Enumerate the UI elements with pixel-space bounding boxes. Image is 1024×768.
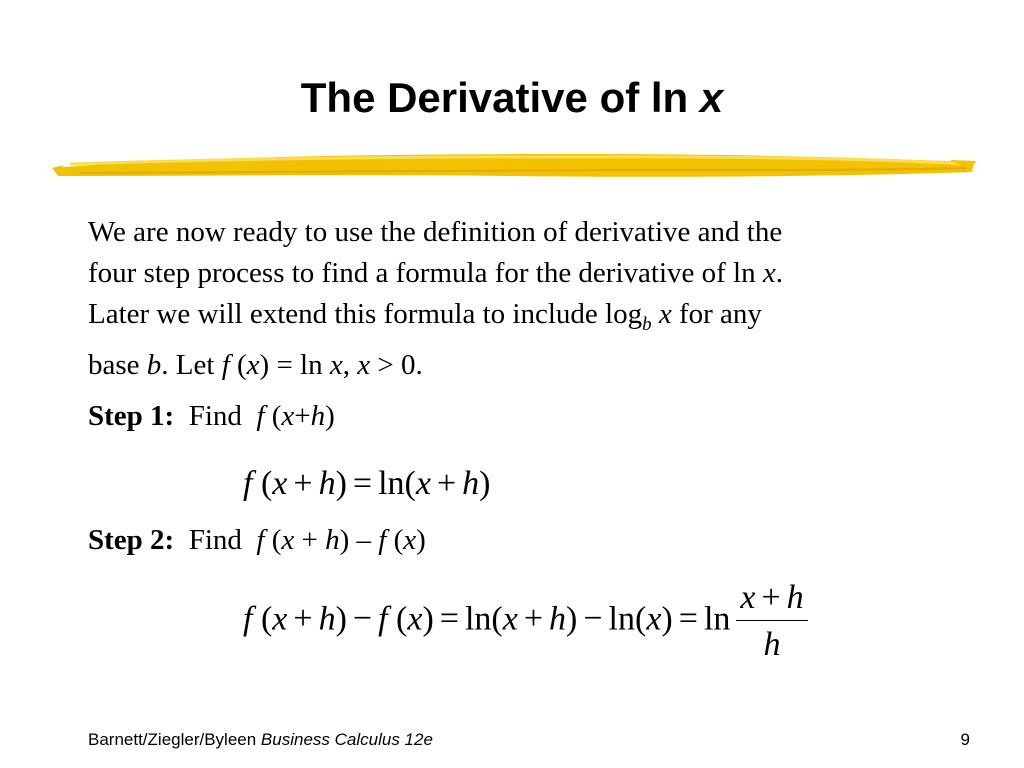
eq2-num-plus: +: [761, 579, 781, 616]
equation-1: [243, 464, 490, 504]
intro-text-3: Later we will extend this formula to include log: [88, 298, 643, 330]
eq2-denominator: h: [763, 626, 781, 663]
step-2-f2: f: [378, 524, 387, 556]
intro-var-x2: x: [329, 348, 343, 381]
step-1-f: f: [256, 400, 265, 432]
eq1-lparen: (: [252, 465, 273, 502]
step-2-p1: (: [264, 524, 282, 556]
eq2-minus2: −: [583, 600, 603, 638]
eq2-plus1: +: [293, 600, 313, 638]
intro-var-x-log: x: [658, 298, 672, 330]
step-1-plus: +: [294, 400, 311, 432]
step-1-x: x: [281, 400, 295, 432]
intro-text-4h: > 0.: [370, 348, 423, 381]
eq2-rp1: ): [335, 600, 347, 638]
eq2-x4: x: [646, 600, 662, 638]
intro-text-4a: base: [88, 348, 147, 381]
eq1-plus: +: [293, 465, 313, 502]
step-1-find: Find: [188, 400, 242, 432]
eq2-rp2: ): [422, 600, 434, 638]
footer-book-title: Business Calculus 12e: [260, 730, 433, 749]
title-text: The Derivative of ln: [300, 74, 700, 121]
step-2-p4: ): [416, 524, 426, 556]
eq2-x2: x: [407, 600, 423, 638]
eq2-rp4: ): [661, 600, 673, 638]
step-2-plus: +: [294, 524, 326, 556]
eq1-ln: ln(: [378, 465, 416, 502]
eq2-lp1: (: [252, 600, 273, 638]
eq2-f1: f: [243, 600, 253, 638]
yellow-brush-underline: [50, 146, 976, 186]
step-1-label: Step 1:: [88, 400, 175, 432]
eq2-x1: x: [272, 600, 288, 638]
intro-var-x1: x: [246, 348, 260, 381]
intro-line-1: [88, 212, 948, 253]
step-2-p3: (: [386, 524, 404, 556]
intro-text-2: four step process to find a formula for the derivative of ln: [88, 257, 763, 289]
intro-text-4g: ,: [342, 348, 358, 381]
eq1-rparen2: ): [479, 465, 491, 502]
eq1-x2: x: [415, 465, 431, 502]
intro-text-4d: (: [229, 348, 247, 381]
eq1-h: h: [318, 465, 336, 502]
footer-authors: Barnett/Ziegler/Byleen: [88, 730, 261, 749]
eq2-fraction: [736, 578, 807, 665]
eq1-h2: h: [462, 465, 480, 502]
page-number: 9: [960, 730, 970, 749]
eq2-h1: h: [318, 600, 336, 638]
eq2-eq2: =: [678, 600, 698, 638]
eq1-x: x: [272, 465, 288, 502]
intro-var-b: b: [146, 348, 162, 381]
intro-line-2: [88, 253, 948, 294]
step-2-find: Find: [188, 524, 242, 556]
step-2-label: Step 2:: [88, 524, 175, 556]
eq2-h2: h: [549, 600, 567, 638]
eq2-ln2: ln(: [608, 600, 647, 638]
intro-var-x3: x: [357, 348, 371, 381]
intro-paragraph: [88, 212, 948, 386]
step-1-close: ): [325, 400, 335, 432]
step-1-open: (: [264, 400, 282, 432]
intro-var-f: f: [221, 348, 230, 381]
eq1-equals: =: [352, 465, 373, 502]
footer-citation: [88, 730, 433, 750]
step-2-x2: x: [403, 524, 417, 556]
eq2-num-h: h: [786, 579, 804, 616]
intro-period: .: [775, 257, 783, 289]
eq2-rp3: ): [566, 600, 578, 638]
intro-var-x: x: [762, 257, 776, 289]
intro-text-1: We are now ready to use the definition of derivative and the: [88, 216, 783, 248]
step-1-h: h: [310, 400, 326, 432]
step-1: [88, 398, 335, 434]
intro-text-4c: . Let: [161, 348, 222, 381]
eq2-plus2: +: [523, 600, 544, 638]
eq2-numerator: [736, 578, 807, 621]
title-variable: x: [699, 74, 724, 121]
intro-line-4: [88, 345, 948, 386]
eq2-lp2: (: [387, 600, 408, 638]
equation-2: [243, 578, 808, 665]
step-2: [88, 522, 426, 558]
intro-text-4e: ) = ln: [259, 348, 330, 381]
eq2-num-x: x: [740, 579, 756, 616]
log-base-sub: b: [642, 313, 652, 335]
intro-line-3: [88, 294, 948, 345]
eq2-ln3: ln: [703, 600, 731, 638]
step-2-x1: x: [281, 524, 295, 556]
intro-text-3-end: for any: [671, 298, 762, 330]
eq2-f2: f: [378, 600, 388, 638]
slide-title: [0, 72, 1024, 124]
eq2-ln1: ln(: [464, 600, 503, 638]
eq1-plus2: +: [436, 465, 457, 502]
eq1-f: f: [243, 465, 253, 502]
step-2-f1: f: [256, 524, 265, 556]
eq1-rparen: ): [335, 465, 347, 502]
eq2-eq1: =: [439, 600, 459, 638]
step-2-h1: h: [325, 524, 340, 556]
eq2-minus1: −: [352, 600, 373, 638]
eq2-x3: x: [502, 600, 518, 638]
step-2-p2: ) –: [339, 524, 379, 556]
